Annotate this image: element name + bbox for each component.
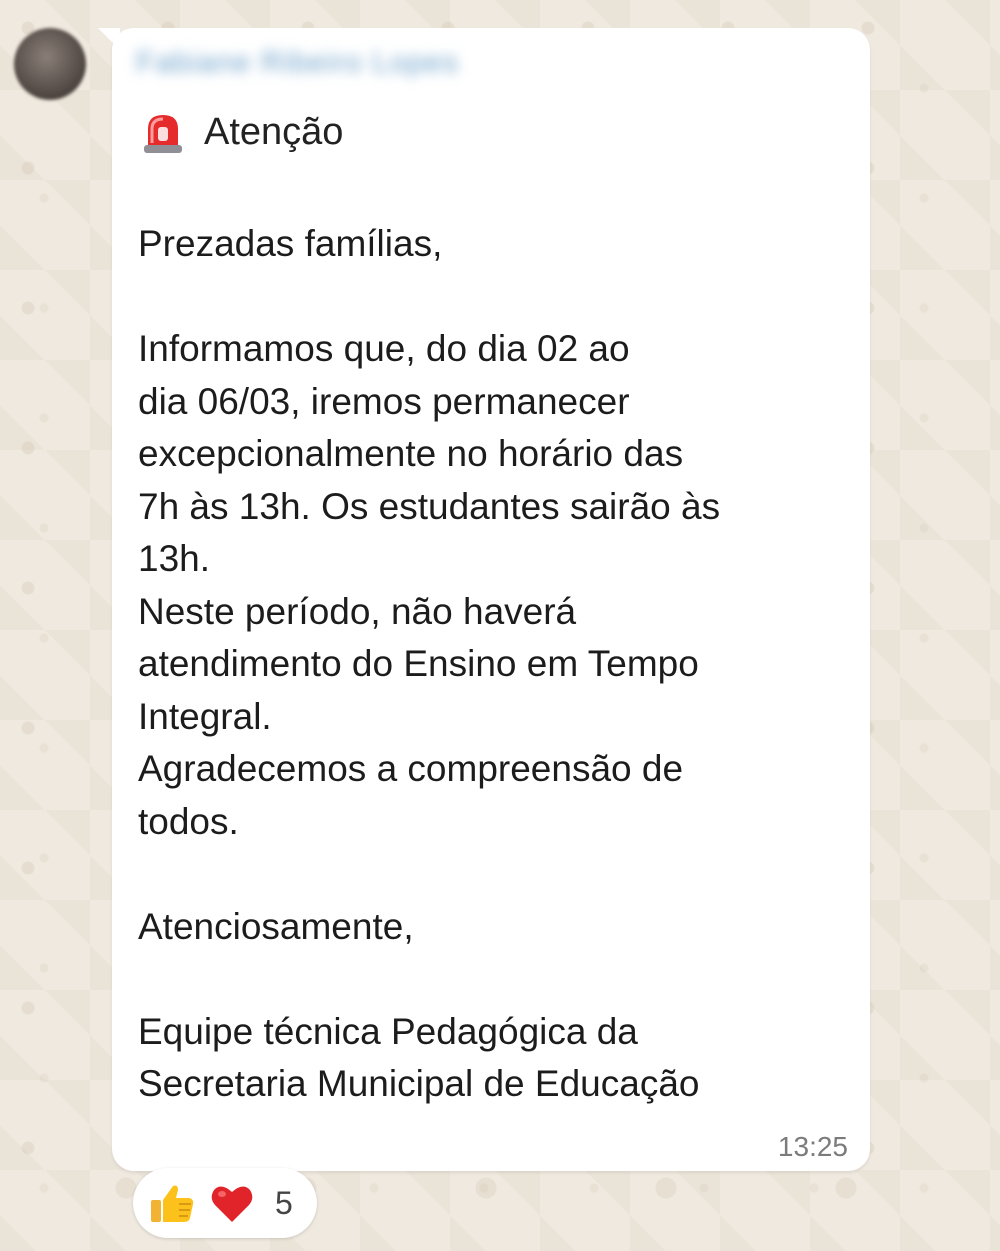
sender-name[interactable]: Fabiane Ribeiro Lopes [136,46,459,79]
message-timestamp: 13:25 [777,1131,848,1162]
thumbs-up-icon [147,1178,197,1228]
alert-heading [138,104,343,160]
sender-avatar[interactable] [14,28,86,100]
message-body: Prezadas famílias, Informamos que, do dia 02 ao dia 06/03, iremos permanecer excepcionalmente no horário das 7h às 13h. Os estudantes sairão às 13h. Neste período, não haverá atendimento do Ensino em Tempo Integral. Agradecemos a compreensão de todos. Atenciosamente, Equipe técnica Pedagógica da Secretaria Municipal de Educação [138,223,721,1104]
siren-icon [138,107,188,157]
red-heart-icon [207,1178,257,1228]
message-bubble[interactable] [112,28,870,1171]
reaction-count: 5 [275,1184,293,1221]
reactions-pill[interactable] [133,1168,317,1238]
alert-title: Atenção [204,110,344,153]
